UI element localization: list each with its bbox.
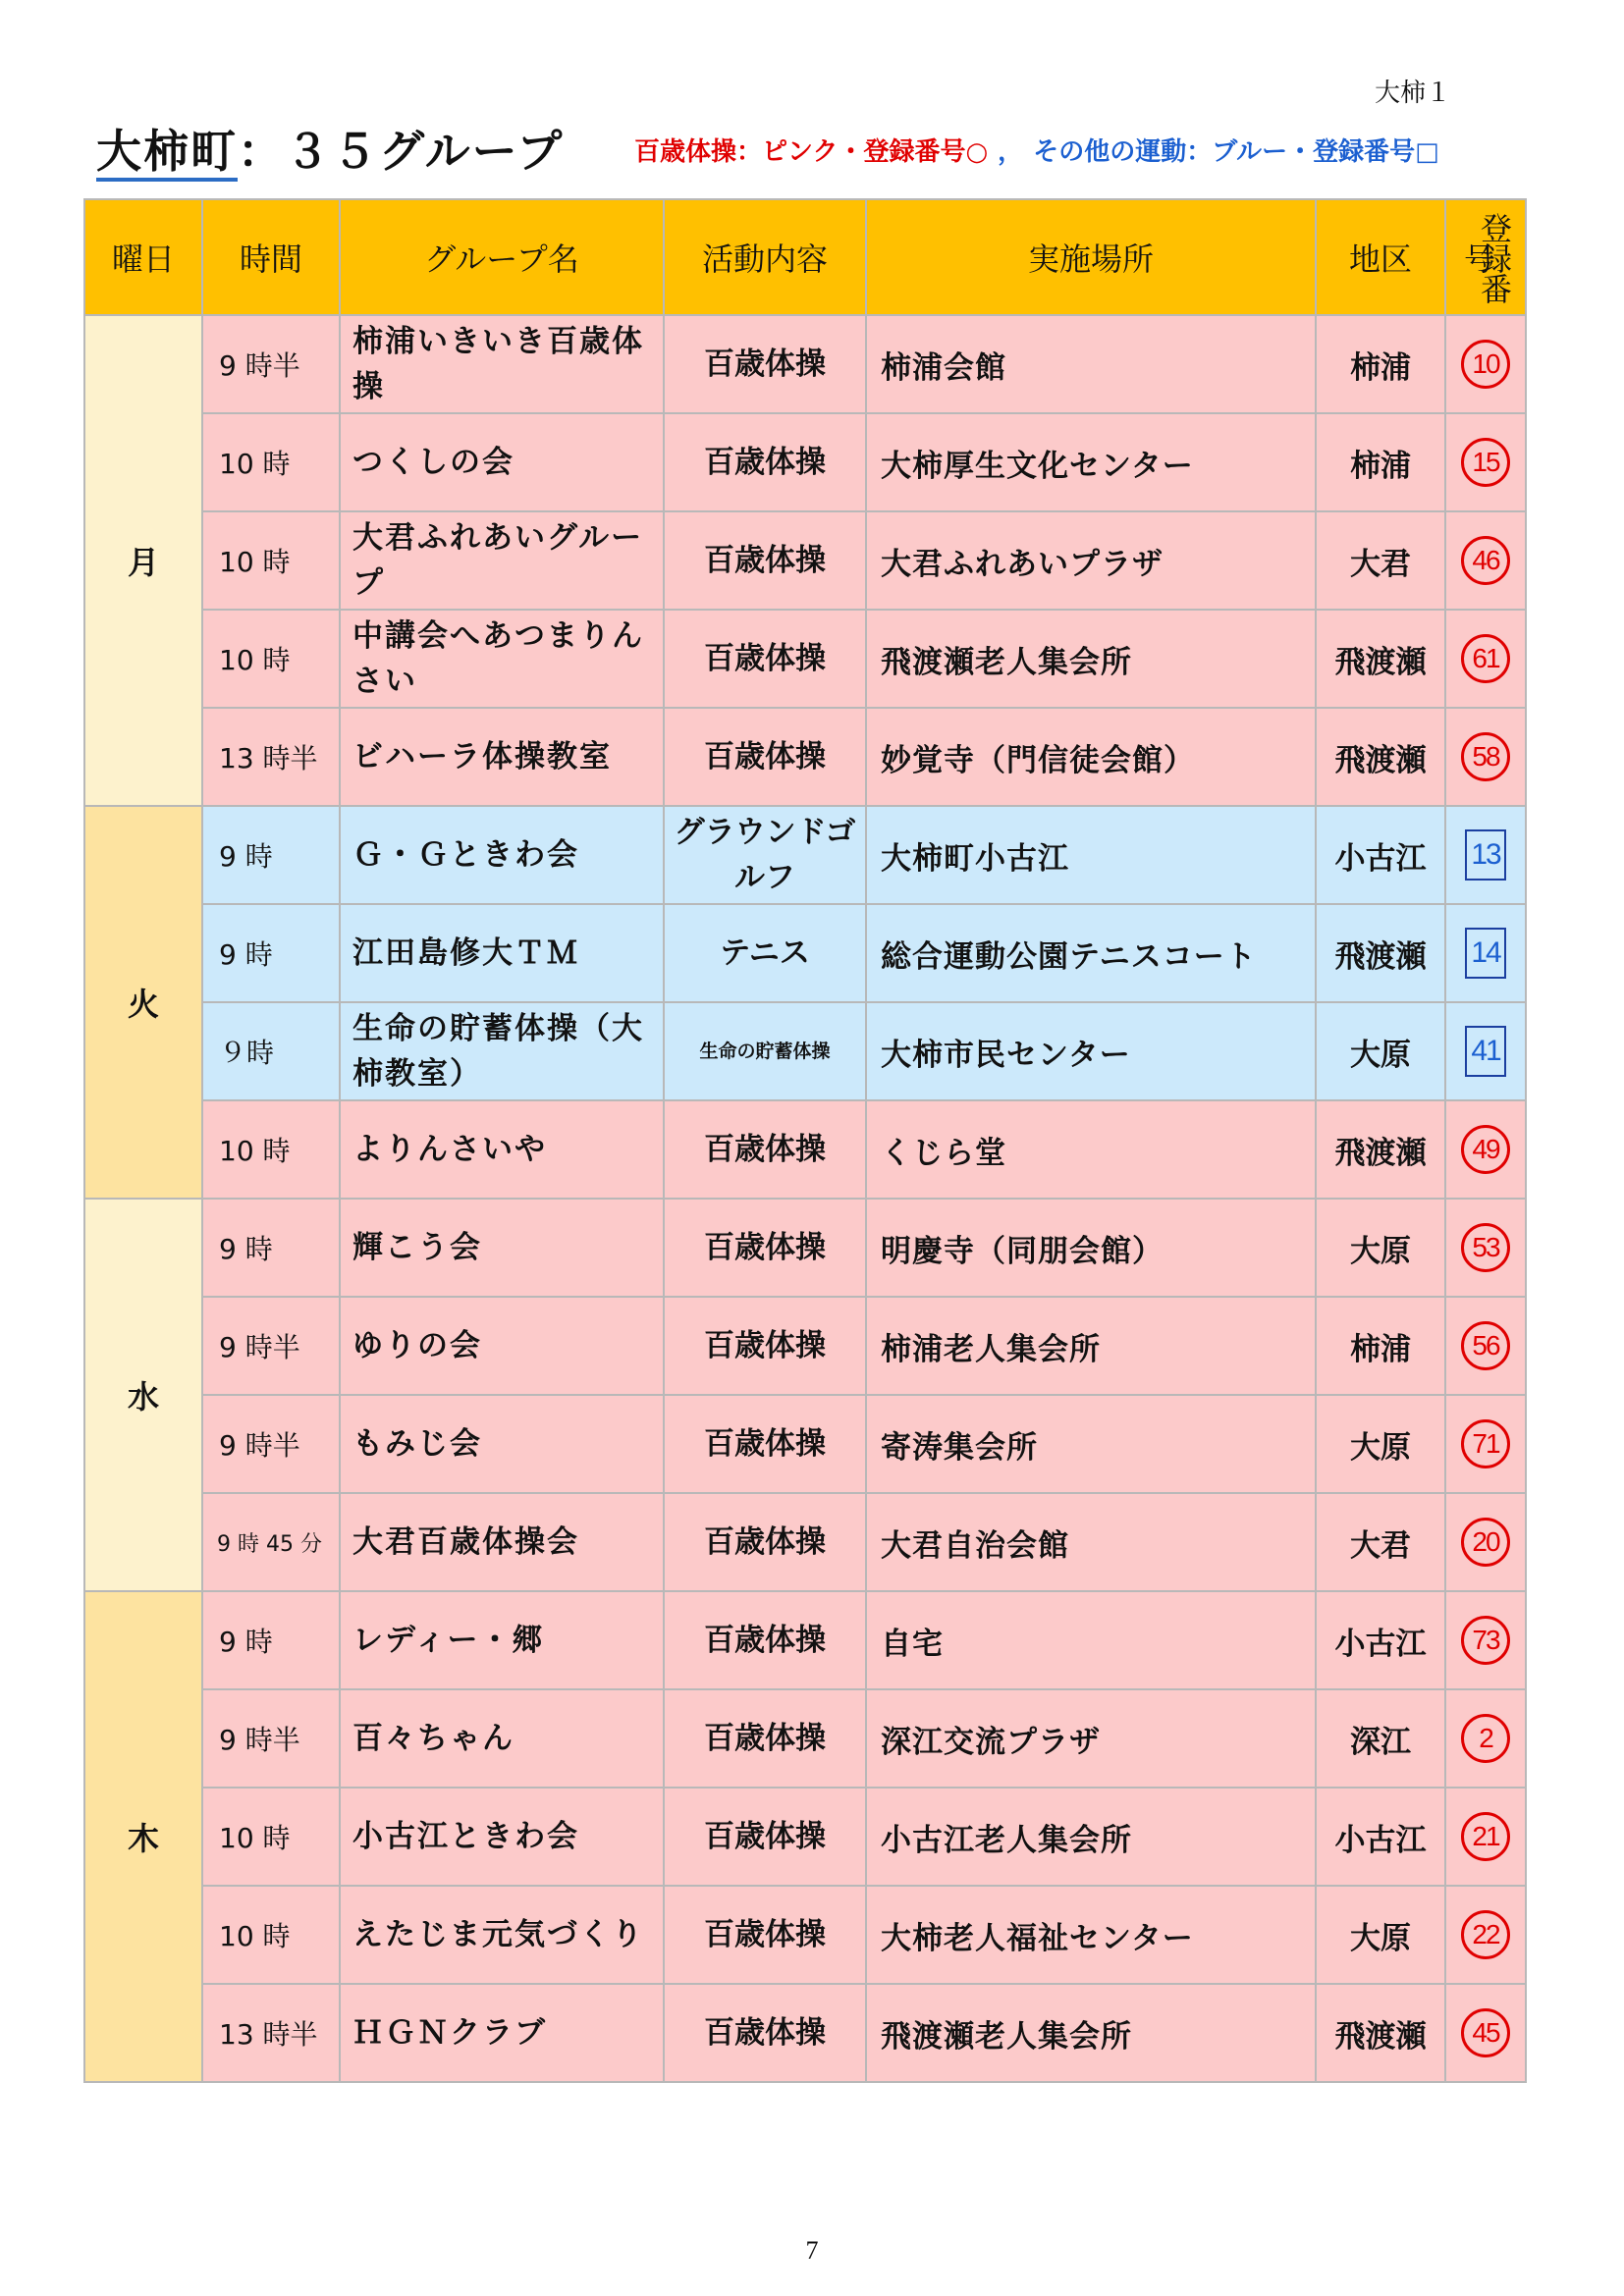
location-cell: 大君ふれあいプラザ — [866, 511, 1316, 610]
area-cell: 飛渡瀬 — [1316, 708, 1445, 806]
activity-cell: 百歳体操 — [664, 1493, 866, 1591]
group-cell: 中講会へあつまりんさい — [340, 610, 664, 708]
location-cell: 深江交流プラザ — [866, 1689, 1316, 1788]
header-area: 地区 — [1316, 199, 1445, 315]
day-wednesday: 水 — [84, 1199, 202, 1591]
page-label: 大柿１ — [1375, 79, 1452, 108]
table-row — [84, 708, 1526, 806]
time-cell: 10 時 — [202, 1886, 340, 1984]
registration-cell — [1445, 1984, 1526, 2082]
circle-number-badge: 61 — [1461, 634, 1510, 683]
table-row — [84, 1199, 1526, 1297]
location-cell: 妙覚寺（門信徒会館） — [866, 708, 1316, 806]
square-number-badge: 41 — [1465, 1026, 1506, 1077]
group-cell: 小古江ときわ会 — [340, 1788, 664, 1886]
activity-cell: 生命の貯蓄体操 — [664, 1002, 866, 1100]
circle-number-badge: 15 — [1461, 438, 1510, 487]
area-cell: 大君 — [1316, 511, 1445, 610]
location-cell: 大柿厚生文化センター — [866, 413, 1316, 511]
table-row — [84, 1689, 1526, 1788]
table-row — [84, 1493, 1526, 1591]
area-cell: 小古江 — [1316, 1591, 1445, 1689]
registration-cell — [1445, 1002, 1526, 1100]
time-cell: 10 時 — [202, 1100, 340, 1199]
registration-cell — [1445, 315, 1526, 413]
time-cell: 9 時 — [202, 806, 340, 904]
area-cell: 大原 — [1316, 1886, 1445, 1984]
time-cell: 9 時半 — [202, 1395, 340, 1493]
title-colon: ： — [238, 125, 285, 178]
area-cell: 大原 — [1316, 1002, 1445, 1100]
day-tuesday: 火 — [84, 806, 202, 1199]
registration-cell — [1445, 1199, 1526, 1297]
header-row — [84, 199, 1526, 315]
area-cell: 柿浦 — [1316, 315, 1445, 413]
location-cell: 自宅 — [866, 1591, 1316, 1689]
legend-blue: その他の運動：ブルー・登録番号□ — [1033, 137, 1439, 167]
area-cell: 柿浦 — [1316, 413, 1445, 511]
registration-cell — [1445, 1297, 1526, 1395]
circle-number-badge: 20 — [1461, 1518, 1510, 1567]
circle-number-badge: 2 — [1461, 1714, 1510, 1763]
location-cell: 小古江老人集会所 — [866, 1788, 1316, 1886]
location-cell: 寄涛集会所 — [866, 1395, 1316, 1493]
location-cell: 総合運動公園テニスコート — [866, 904, 1316, 1002]
registration-cell — [1445, 1100, 1526, 1199]
circle-number-badge: 71 — [1461, 1419, 1510, 1468]
registration-cell — [1445, 904, 1526, 1002]
table-row — [84, 511, 1526, 610]
registration-cell — [1445, 806, 1526, 904]
group-cell: よりんさいや — [340, 1100, 664, 1199]
location-cell: くじら堂 — [866, 1100, 1316, 1199]
table-row — [84, 1100, 1526, 1199]
table-row — [84, 806, 1526, 904]
color-legend — [634, 132, 1439, 168]
group-cell: ビハーラ体操教室 — [340, 708, 664, 806]
area-cell: 飛渡瀬 — [1316, 904, 1445, 1002]
group-cell: 江田島修大ＴＭ — [340, 904, 664, 1002]
activity-cell: 百歳体操 — [664, 1297, 866, 1395]
area-cell: 柿浦 — [1316, 1297, 1445, 1395]
area-cell: 大原 — [1316, 1395, 1445, 1493]
group-cell: 生命の貯蓄体操（大柿教室） — [340, 1002, 664, 1100]
header-location: 実施場所 — [866, 199, 1316, 315]
activity-cell: 百歳体操 — [664, 610, 866, 708]
table-row — [84, 1395, 1526, 1493]
group-cell: レディー・郷 — [340, 1591, 664, 1689]
table-row — [84, 315, 1526, 413]
time-cell: 9 時 45 分 — [202, 1493, 340, 1591]
table-row — [84, 1886, 1526, 1984]
legend-pink: 百歳体操：ピンク・登録番号○ — [634, 137, 989, 167]
circle-number-badge: 22 — [1461, 1910, 1510, 1959]
table-row — [84, 1984, 1526, 2082]
time-cell: 9 時半 — [202, 315, 340, 413]
location-cell: 飛渡瀬老人集会所 — [866, 610, 1316, 708]
group-cell: 大君百歳体操会 — [340, 1493, 664, 1591]
activity-cell: 百歳体操 — [664, 1984, 866, 2082]
schedule-table — [83, 198, 1527, 2083]
location-cell: 大君自治会館 — [866, 1493, 1316, 1591]
header-registration: 登録番号 — [1445, 199, 1526, 315]
area-cell: 飛渡瀬 — [1316, 1100, 1445, 1199]
area-cell: 飛渡瀬 — [1316, 1984, 1445, 2082]
registration-cell — [1445, 413, 1526, 511]
area-cell: 大君 — [1316, 1493, 1445, 1591]
title-town: 大柿町 — [96, 125, 238, 182]
time-cell: 10 時 — [202, 413, 340, 511]
activity-cell: グラウンドゴルフ — [664, 806, 866, 904]
table-row — [84, 1297, 1526, 1395]
time-cell: 9 時 — [202, 904, 340, 1002]
location-cell: 柿浦老人集会所 — [866, 1297, 1316, 1395]
activity-cell: 百歳体操 — [664, 1199, 866, 1297]
location-cell: 大柿町小古江 — [866, 806, 1316, 904]
table-row — [84, 1002, 1526, 1100]
title-count: ３５グループ — [285, 125, 565, 178]
location-cell: 大柿老人福祉センター — [866, 1886, 1316, 1984]
page-title — [96, 116, 564, 181]
location-cell: 柿浦会館 — [866, 315, 1316, 413]
registration-cell — [1445, 1395, 1526, 1493]
location-cell: 明慶寺（同朋会館） — [866, 1199, 1316, 1297]
activity-cell: 百歳体操 — [664, 1395, 866, 1493]
time-cell: 9 時半 — [202, 1689, 340, 1788]
group-cell: つくしの会 — [340, 413, 664, 511]
group-cell: 百々ちゃん — [340, 1689, 664, 1788]
page-number: 7 — [805, 2236, 819, 2265]
registration-cell — [1445, 1788, 1526, 1886]
circle-number-badge: 46 — [1461, 536, 1510, 585]
circle-number-badge: 73 — [1461, 1616, 1510, 1665]
day-monday: 月 — [84, 315, 202, 806]
area-cell: 小古江 — [1316, 806, 1445, 904]
table-row — [84, 413, 1526, 511]
registration-cell — [1445, 610, 1526, 708]
legend-separator: ， — [998, 137, 1024, 167]
time-cell: ９時 — [202, 1002, 340, 1100]
header-group: グループ名 — [340, 199, 664, 315]
time-cell: 9 時半 — [202, 1297, 340, 1395]
activity-cell: 百歳体操 — [664, 413, 866, 511]
time-cell: 9 時 — [202, 1199, 340, 1297]
header-activity: 活動内容 — [664, 199, 866, 315]
area-cell: 深江 — [1316, 1689, 1445, 1788]
registration-cell — [1445, 708, 1526, 806]
activity-cell: 百歳体操 — [664, 1100, 866, 1199]
time-cell: 13 時半 — [202, 708, 340, 806]
activity-cell: 百歳体操 — [664, 1886, 866, 1984]
registration-cell — [1445, 1493, 1526, 1591]
header-time: 時間 — [202, 199, 340, 315]
circle-number-badge: 53 — [1461, 1223, 1510, 1272]
circle-number-badge: 10 — [1461, 340, 1510, 389]
registration-cell — [1445, 1689, 1526, 1788]
time-cell: 13 時半 — [202, 1984, 340, 2082]
header-day: 曜日 — [84, 199, 202, 315]
time-cell: 10 時 — [202, 1788, 340, 1886]
time-cell: 9 時 — [202, 1591, 340, 1689]
square-number-badge: 14 — [1465, 928, 1506, 979]
location-cell: 飛渡瀬老人集会所 — [866, 1984, 1316, 2082]
group-cell: 柿浦いきいき百歳体操 — [340, 315, 664, 413]
activity-cell: 百歳体操 — [664, 1591, 866, 1689]
group-cell: ＨＧＮクラブ — [340, 1984, 664, 2082]
table-row — [84, 1591, 1526, 1689]
activity-cell: 百歳体操 — [664, 1689, 866, 1788]
table-row — [84, 610, 1526, 708]
group-cell: 大君ふれあいグループ — [340, 511, 664, 610]
activity-cell: 百歳体操 — [664, 315, 866, 413]
group-cell: もみじ会 — [340, 1395, 664, 1493]
day-thursday: 木 — [84, 1591, 202, 2082]
group-cell: ゆりの会 — [340, 1297, 664, 1395]
activity-cell: 百歳体操 — [664, 708, 866, 806]
registration-cell — [1445, 1886, 1526, 1984]
table-row — [84, 1788, 1526, 1886]
time-cell: 10 時 — [202, 511, 340, 610]
circle-number-badge: 49 — [1461, 1125, 1510, 1174]
group-cell: えたじま元気づくり — [340, 1886, 664, 1984]
group-cell: 輝こう会 — [340, 1199, 664, 1297]
area-cell: 飛渡瀬 — [1316, 610, 1445, 708]
square-number-badge: 13 — [1465, 829, 1506, 881]
activity-cell: 百歳体操 — [664, 511, 866, 610]
activity-cell: テニス — [664, 904, 866, 1002]
time-cell: 10 時 — [202, 610, 340, 708]
circle-number-badge: 21 — [1461, 1812, 1510, 1861]
area-cell: 小古江 — [1316, 1788, 1445, 1886]
registration-cell — [1445, 1591, 1526, 1689]
circle-number-badge: 56 — [1461, 1321, 1510, 1370]
location-cell: 大柿市民センター — [866, 1002, 1316, 1100]
circle-number-badge: 45 — [1461, 2008, 1510, 2057]
circle-number-badge: 58 — [1461, 732, 1510, 781]
area-cell: 大原 — [1316, 1199, 1445, 1297]
group-cell: Ｇ・Ｇときわ会 — [340, 806, 664, 904]
registration-cell — [1445, 511, 1526, 610]
activity-cell: 百歳体操 — [664, 1788, 866, 1886]
title-row — [96, 116, 1530, 185]
table-row — [84, 904, 1526, 1002]
